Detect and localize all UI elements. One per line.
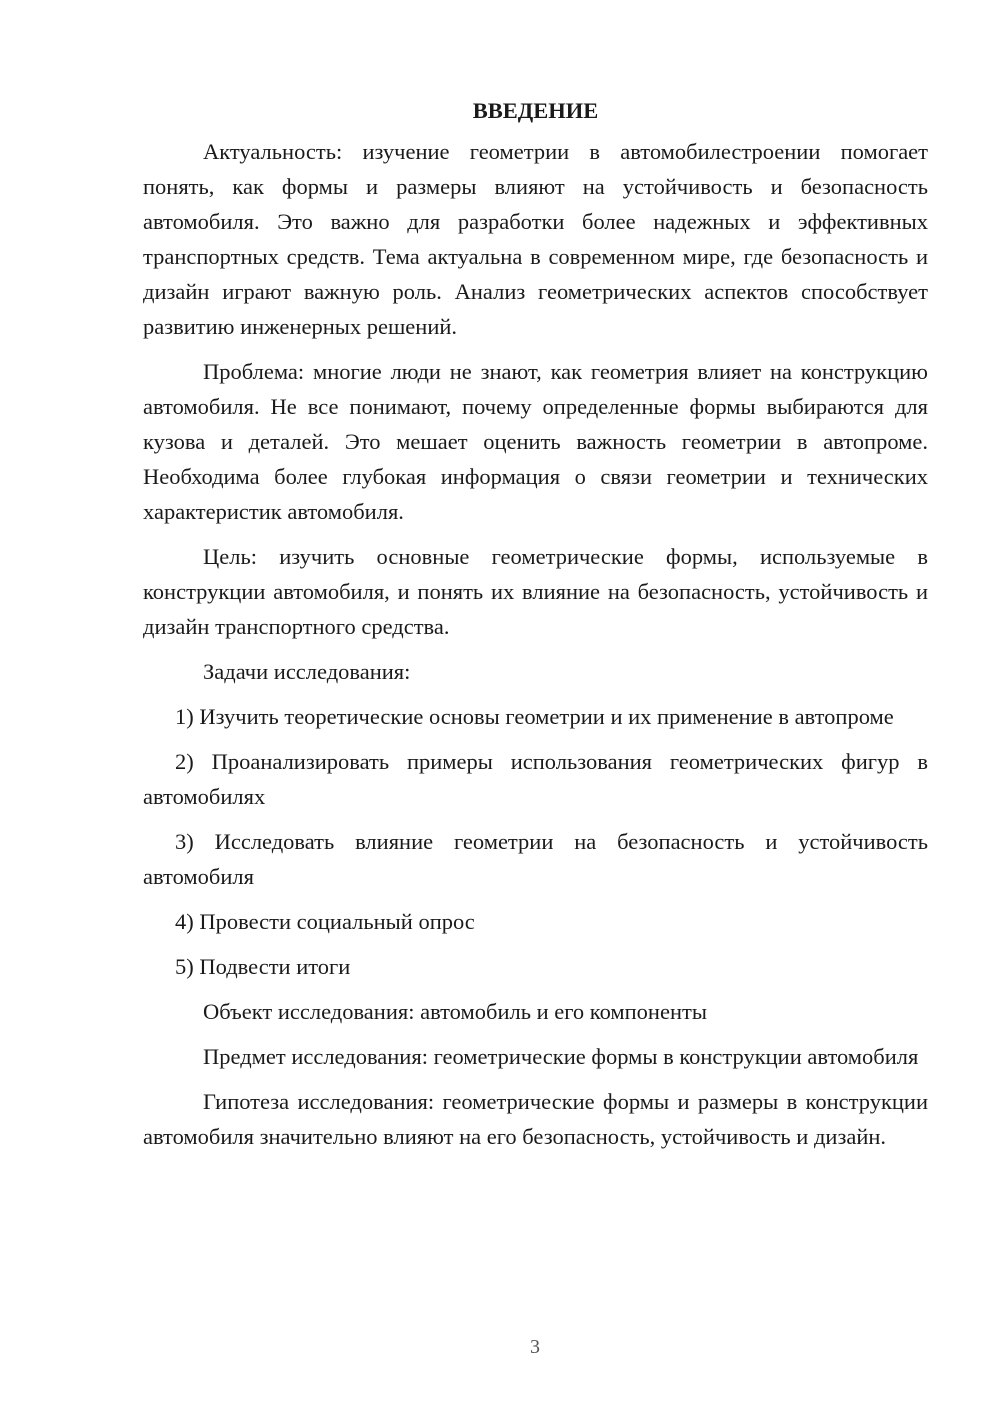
goal-paragraph: Цель: изучить основные геометрические формы, используемые в конструкции автомобиля, и понять их влияние на безопасность, устойчивость и дизайн транспортного средства. [143, 544, 928, 639]
task-item: 4) Провести социальный опрос [175, 909, 475, 934]
page-content [143, 93, 928, 1164]
subject-paragraph: Предмет исследования: геометрические формы в конструкции автомобиля [203, 1044, 919, 1069]
task-item: 1) Изучить теоретические основы геометрии и их применение в автопроме [175, 704, 894, 729]
page-number: 3 [530, 1336, 540, 1358]
problem-paragraph: Проблема: многие люди не знают, как геометрия влияет на конструкцию автомобиля. Не все понимают, почему определенные формы выбираются для кузова и деталей. Это мешает оценить важность геометрии в автопроме. Необходима более глубокая информация о связи геометрии и технических характеристик автомобиля. [143, 359, 928, 524]
task-item: 2) Проанализировать примеры использования геометрических фигур в автомобилях [143, 749, 928, 809]
tasks-heading: Задачи исследования: [203, 659, 411, 684]
task-item: 3) Исследовать влияние геометрии на безопасность и устойчивость автомобиля [143, 829, 928, 889]
hypothesis-paragraph: Гипотеза исследования: геометрические формы и размеры в конструкции автомобиля значительно влияют на его безопасность, устойчивость и дизайн. [143, 1089, 928, 1149]
task-item: 5) Подвести итоги [175, 954, 351, 979]
section-title: ВВЕДЕНИЕ [472, 98, 599, 123]
object-paragraph: Объект исследования: автомобиль и его компоненты [203, 999, 707, 1024]
relevance-paragraph: Актуальность: изучение геометрии в автомобилестроении помогает понять, как формы и размеры влияют на устойчивость и безопасность автомобиля. Это важно для разработки более надежных и эффективных транспортных средств. Тема актуальна в современном мире, где безопасность и дизайн играют важную роль. Анализ геометрических аспектов способствует развитию инженерных решений. [143, 139, 928, 339]
